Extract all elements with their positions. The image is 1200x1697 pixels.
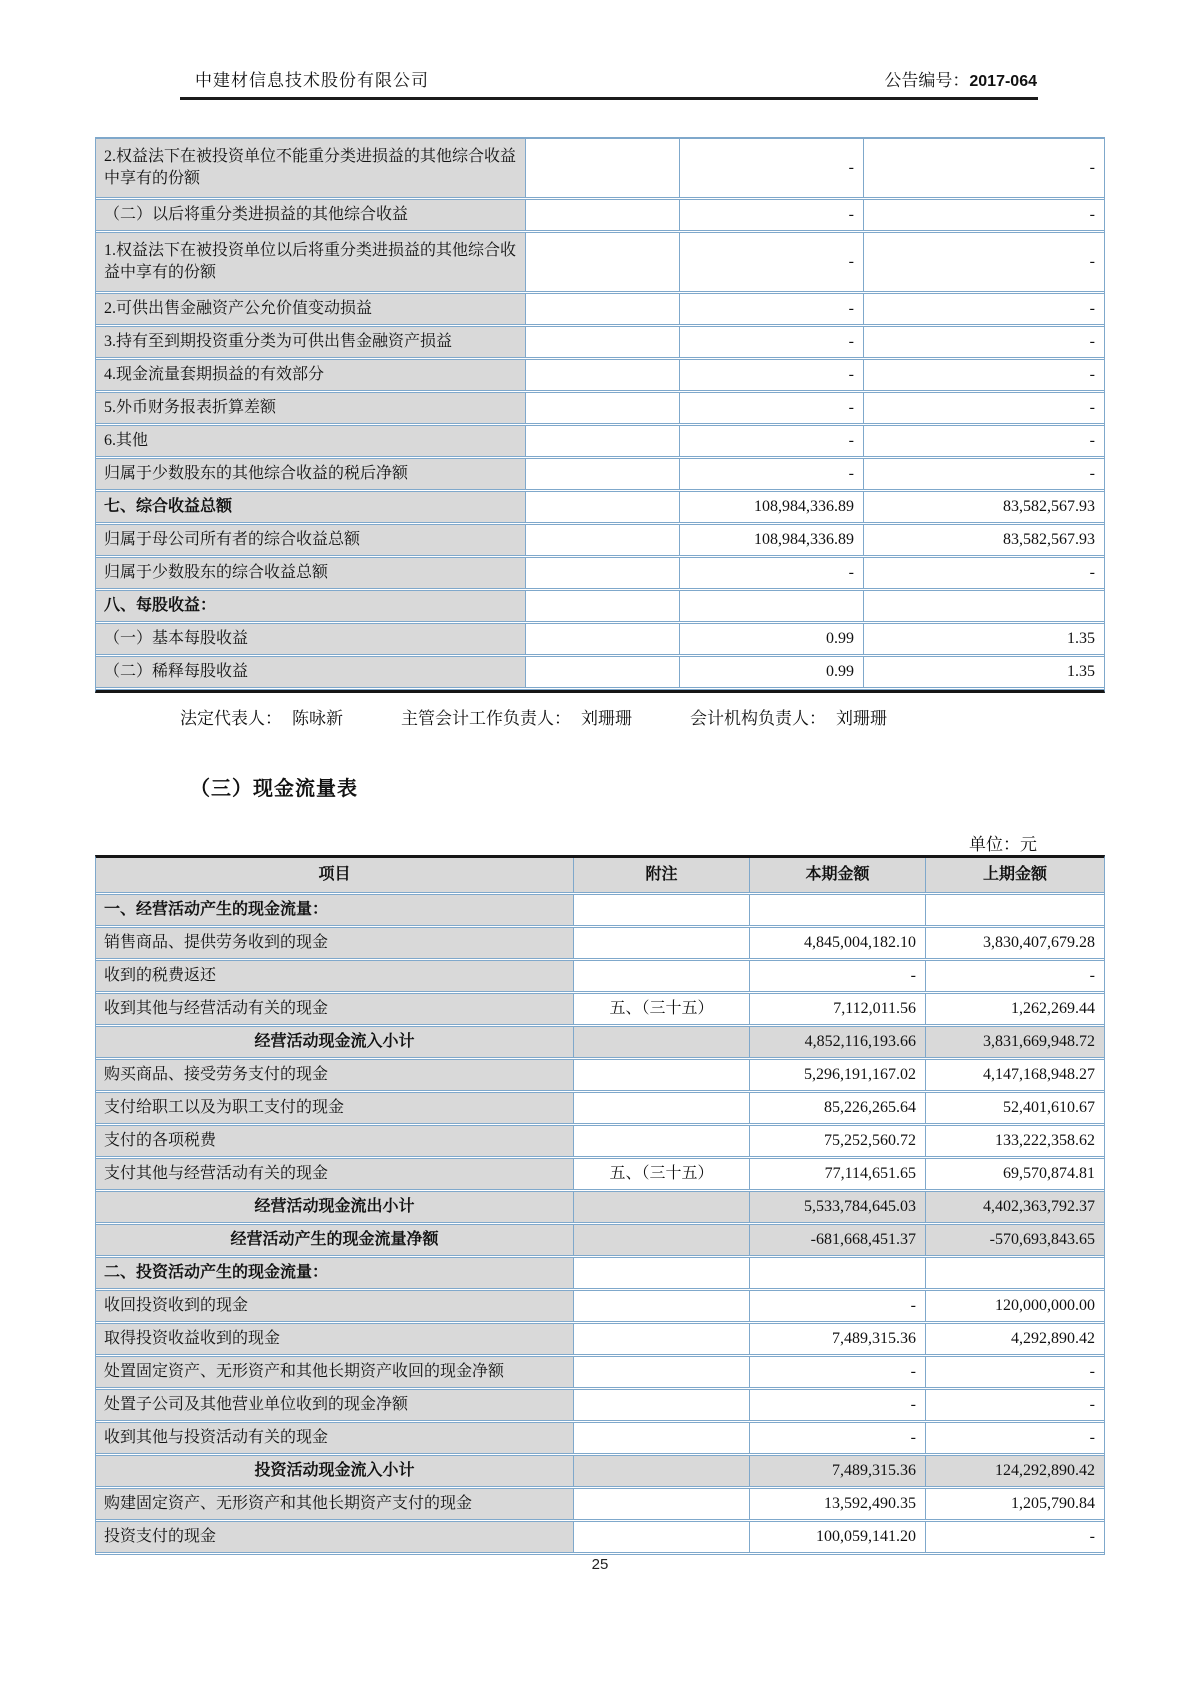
prior-cell bbox=[864, 591, 1104, 621]
current-cell: - bbox=[750, 1291, 926, 1321]
label-cell: 归属于母公司所有者的综合收益总额 bbox=[96, 525, 526, 555]
table-row bbox=[96, 233, 1104, 294]
current-cell: 75,252,560.72 bbox=[750, 1126, 926, 1156]
current-cell: - bbox=[750, 1357, 926, 1387]
table-row bbox=[96, 294, 1104, 327]
prior-cell: - bbox=[1089, 432, 1095, 450]
current-cell: 7,489,315.36 bbox=[750, 1456, 926, 1486]
header-current-cell: 本期金额 bbox=[750, 858, 926, 892]
current-cell bbox=[750, 895, 926, 925]
table-row bbox=[96, 961, 1104, 994]
label-cell: （二）以后将重分类进损益的其他综合收益 bbox=[96, 200, 526, 230]
label-cell: 七、综合收益总额 bbox=[96, 492, 526, 522]
table-row bbox=[96, 1258, 1104, 1291]
current-cell: - bbox=[680, 459, 864, 489]
note-cell bbox=[574, 1357, 750, 1387]
prior-cell: 83,582,567.93 bbox=[1003, 498, 1095, 516]
prior-cell: - bbox=[1089, 1363, 1095, 1381]
label-cell: （二）稀释每股收益 bbox=[96, 657, 526, 687]
current-cell: 85,226,265.64 bbox=[750, 1093, 926, 1123]
note-cell bbox=[526, 426, 680, 456]
prior-cell: - bbox=[1089, 253, 1095, 271]
current-cell: 0.99 bbox=[680, 657, 864, 687]
page-number: 25 bbox=[591, 1556, 609, 1573]
label-cell: 二、投资活动产生的现金流量： bbox=[96, 1258, 574, 1288]
note-cell bbox=[526, 360, 680, 390]
current-cell: 4,852,116,193.66 bbox=[750, 1027, 926, 1057]
table-row bbox=[96, 928, 1104, 961]
label-cell: 投资支付的现金 bbox=[96, 1522, 574, 1552]
note-cell bbox=[574, 1225, 750, 1255]
prior-cell: - bbox=[1089, 159, 1095, 177]
label-cell: 八、每股收益： bbox=[96, 591, 526, 621]
current-cell: 7,112,011.56 bbox=[750, 994, 926, 1024]
current-cell: 77,114,651.65 bbox=[750, 1159, 926, 1189]
prior-cell: 3,830,407,679.28 bbox=[983, 934, 1095, 952]
table-row bbox=[96, 1423, 1104, 1456]
note-cell bbox=[526, 492, 680, 522]
note-cell bbox=[574, 1390, 750, 1420]
table-row bbox=[96, 200, 1104, 233]
chief-accounting-officer bbox=[401, 704, 632, 729]
current-cell: 5,533,784,645.03 bbox=[750, 1192, 926, 1222]
header-item-cell: 项目 bbox=[96, 858, 574, 892]
label-cell: 归属于少数股东的其他综合收益的税后净额 bbox=[96, 459, 526, 489]
label-cell: 收到其他与投资活动有关的现金 bbox=[96, 1423, 574, 1453]
label-cell: 归属于少数股东的综合收益总额 bbox=[96, 558, 526, 588]
current-cell: - bbox=[750, 1423, 926, 1453]
note-cell bbox=[526, 459, 680, 489]
label-cell: 支付其他与经营活动有关的现金 bbox=[96, 1159, 574, 1189]
prior-cell: - bbox=[1089, 465, 1095, 483]
note-cell bbox=[526, 393, 680, 423]
note-cell bbox=[574, 1489, 750, 1519]
label-cell: 5.外币财务报表折算差额 bbox=[96, 393, 526, 423]
legal-representative-label: 法定代表人： bbox=[180, 709, 282, 728]
prior-cell: - bbox=[1089, 366, 1095, 384]
label-cell: 经营活动产生的现金流量净额 bbox=[96, 1225, 574, 1255]
prior-cell: - bbox=[1089, 333, 1095, 351]
label-cell: 2.可供出售金融资产公允价值变动损益 bbox=[96, 294, 526, 324]
label-cell: 处置子公司及其他营业单位收到的现金净额 bbox=[96, 1390, 574, 1420]
prior-cell: 1,205,790.84 bbox=[1011, 1495, 1095, 1513]
company-name: 中建材信息技术股份有限公司 bbox=[195, 71, 429, 90]
prior-cell: 1,262,269.44 bbox=[1011, 1000, 1095, 1018]
prior-cell: 1.35 bbox=[1067, 630, 1095, 648]
table-row bbox=[96, 1324, 1104, 1357]
table-row bbox=[96, 426, 1104, 459]
prior-cell: 124,292,890.42 bbox=[926, 1456, 1104, 1486]
chief-accounting-label: 主管会计工作负责人： bbox=[401, 709, 571, 728]
table-row bbox=[96, 1225, 1104, 1258]
current-cell: - bbox=[680, 200, 864, 230]
note-cell bbox=[526, 525, 680, 555]
current-cell: - bbox=[680, 426, 864, 456]
note-cell bbox=[526, 558, 680, 588]
table-header-row bbox=[96, 858, 1104, 895]
table-row bbox=[96, 558, 1104, 591]
prior-cell: 3,831,669,948.72 bbox=[926, 1027, 1104, 1057]
label-cell: 处置固定资产、无形资产和其他长期资产收回的现金净额 bbox=[96, 1357, 574, 1387]
current-cell: -681,668,451.37 bbox=[750, 1225, 926, 1255]
label-cell: 1.权益法下在被投资单位以后将重分类进损益的其他综合收益中享有的份额 bbox=[96, 233, 526, 291]
table-row bbox=[96, 994, 1104, 1027]
announcement-no: 2017-064 bbox=[969, 73, 1037, 90]
note-cell bbox=[574, 1093, 750, 1123]
note-cell bbox=[574, 1126, 750, 1156]
current-cell: 4,845,004,182.10 bbox=[750, 928, 926, 958]
label-cell: 4.现金流量套期损益的有效部分 bbox=[96, 360, 526, 390]
prior-cell: - bbox=[1089, 564, 1095, 582]
current-cell: - bbox=[680, 139, 864, 197]
header-note-cell: 附注 bbox=[574, 858, 750, 892]
table-row bbox=[96, 525, 1104, 558]
accounting-dept-label: 会计机构负责人： bbox=[690, 709, 826, 728]
note-cell bbox=[574, 928, 750, 958]
accounting-department-head bbox=[690, 704, 887, 729]
note-cell bbox=[574, 1291, 750, 1321]
prior-cell: - bbox=[1089, 1528, 1095, 1546]
note-cell bbox=[574, 895, 750, 925]
note-cell bbox=[574, 1324, 750, 1354]
table-row bbox=[96, 591, 1104, 624]
note-cell bbox=[526, 327, 680, 357]
current-cell: - bbox=[680, 294, 864, 324]
current-cell: - bbox=[680, 233, 864, 291]
current-cell bbox=[750, 1258, 926, 1288]
cash-flow-table bbox=[95, 855, 1105, 1555]
legal-representative bbox=[180, 704, 343, 729]
note-cell bbox=[574, 1522, 750, 1552]
header-divider bbox=[180, 97, 1038, 100]
label-cell: 购建固定资产、无形资产和其他长期资产支付的现金 bbox=[96, 1489, 574, 1519]
table-row bbox=[96, 360, 1104, 393]
label-cell: 收到的税费返还 bbox=[96, 961, 574, 991]
note-cell bbox=[574, 1027, 750, 1057]
label-cell: 支付给职工以及为职工支付的现金 bbox=[96, 1093, 574, 1123]
note-cell: 五、（三十五） bbox=[574, 1159, 750, 1189]
announcement-number bbox=[884, 66, 1037, 91]
current-cell: 108,984,336.89 bbox=[680, 525, 864, 555]
table-row bbox=[96, 1027, 1104, 1060]
table-row bbox=[96, 327, 1104, 360]
prior-cell: 4,402,363,792.37 bbox=[926, 1192, 1104, 1222]
note-cell bbox=[526, 657, 680, 687]
table-row bbox=[96, 1291, 1104, 1324]
comprehensive-income-table bbox=[95, 137, 1105, 693]
label-cell: 2.权益法下在被投资单位不能重分类进损益的其他综合收益中享有的份额 bbox=[96, 139, 526, 197]
table-row bbox=[96, 393, 1104, 426]
chief-accounting-name: 刘珊珊 bbox=[581, 709, 632, 728]
prior-cell: - bbox=[1089, 206, 1095, 224]
prior-cell: 133,222,358.62 bbox=[995, 1132, 1095, 1150]
label-cell: 购买商品、接受劳务支付的现金 bbox=[96, 1060, 574, 1090]
current-cell bbox=[680, 591, 864, 621]
table-row bbox=[96, 1093, 1104, 1126]
current-cell: - bbox=[680, 393, 864, 423]
accounting-dept-name: 刘珊珊 bbox=[836, 709, 887, 728]
label-cell: 经营活动现金流出小计 bbox=[96, 1192, 574, 1222]
announcement-label: 公告编号： bbox=[884, 71, 970, 90]
current-cell: 13,592,490.35 bbox=[750, 1489, 926, 1519]
prior-cell: - bbox=[1089, 399, 1095, 417]
current-cell: - bbox=[750, 961, 926, 991]
table-row bbox=[96, 1060, 1104, 1093]
note-cell bbox=[526, 139, 680, 197]
current-cell: 0.99 bbox=[680, 624, 864, 654]
table-row bbox=[96, 1126, 1104, 1159]
note-cell bbox=[574, 1423, 750, 1453]
table-row bbox=[96, 1159, 1104, 1192]
prior-cell: 52,401,610.67 bbox=[1003, 1099, 1095, 1117]
table-row bbox=[96, 1522, 1104, 1555]
prior-cell: - bbox=[1089, 1396, 1095, 1414]
table-row bbox=[96, 1390, 1104, 1423]
label-cell: 收到其他与经营活动有关的现金 bbox=[96, 994, 574, 1024]
prior-cell: -570,693,843.65 bbox=[926, 1225, 1104, 1255]
prior-cell bbox=[926, 1258, 1104, 1288]
prior-cell: 120,000,000.00 bbox=[995, 1297, 1095, 1315]
current-cell: 100,059,141.20 bbox=[750, 1522, 926, 1552]
label-cell: 6.其他 bbox=[96, 426, 526, 456]
note-cell bbox=[574, 1060, 750, 1090]
note-cell bbox=[574, 961, 750, 991]
table-row bbox=[96, 1489, 1104, 1522]
note-cell bbox=[526, 294, 680, 324]
label-cell: 一、经营活动产生的现金流量： bbox=[96, 895, 574, 925]
note-cell bbox=[574, 1456, 750, 1486]
prior-cell: - bbox=[1089, 1429, 1095, 1447]
table-row bbox=[96, 1192, 1104, 1225]
prior-cell: 4,292,890.42 bbox=[1011, 1330, 1095, 1348]
label-cell: 取得投资收益收到的现金 bbox=[96, 1324, 574, 1354]
label-cell: （一）基本每股收益 bbox=[96, 624, 526, 654]
note-cell: 五、（三十五） bbox=[574, 994, 750, 1024]
note-cell bbox=[526, 591, 680, 621]
current-cell: 108,984,336.89 bbox=[680, 492, 864, 522]
prior-cell: 69,570,874.81 bbox=[1003, 1165, 1095, 1183]
table-row bbox=[96, 492, 1104, 525]
label-cell: 投资活动现金流入小计 bbox=[96, 1456, 574, 1486]
current-cell: - bbox=[680, 327, 864, 357]
note-cell bbox=[574, 1192, 750, 1222]
table-row bbox=[96, 139, 1104, 200]
label-cell: 3.持有至到期投资重分类为可供出售金融资产损益 bbox=[96, 327, 526, 357]
table-row bbox=[96, 657, 1104, 690]
note-cell bbox=[574, 1258, 750, 1288]
current-cell: 7,489,315.36 bbox=[750, 1324, 926, 1354]
table-row bbox=[96, 459, 1104, 492]
label-cell: 销售商品、提供劳务收到的现金 bbox=[96, 928, 574, 958]
table-row bbox=[96, 1357, 1104, 1390]
prior-cell: - bbox=[1089, 300, 1095, 318]
current-cell: - bbox=[680, 360, 864, 390]
note-cell bbox=[526, 233, 680, 291]
note-cell bbox=[526, 200, 680, 230]
label-cell: 收回投资收到的现金 bbox=[96, 1291, 574, 1321]
prior-cell: 83,582,567.93 bbox=[1003, 531, 1095, 549]
label-cell: 经营活动现金流入小计 bbox=[96, 1027, 574, 1057]
current-cell: - bbox=[750, 1390, 926, 1420]
prior-cell: 4,147,168,948.27 bbox=[983, 1066, 1095, 1084]
table-row bbox=[96, 624, 1104, 657]
prior-cell: - bbox=[1089, 967, 1095, 985]
section-title-cash-flow: （三）现金流量表 bbox=[190, 778, 358, 800]
prior-cell: 1.35 bbox=[1067, 663, 1095, 681]
unit-label: 单位：元 bbox=[969, 835, 1037, 854]
header-prior-cell: 上期金额 bbox=[926, 858, 1104, 892]
current-cell: - bbox=[680, 558, 864, 588]
signature-line bbox=[180, 704, 887, 729]
table-row bbox=[96, 895, 1104, 928]
prior-cell bbox=[926, 895, 1104, 925]
label-cell: 支付的各项税费 bbox=[96, 1126, 574, 1156]
current-cell: 5,296,191,167.02 bbox=[750, 1060, 926, 1090]
table-row bbox=[96, 1456, 1104, 1489]
note-cell bbox=[526, 624, 680, 654]
legal-representative-name: 陈咏新 bbox=[292, 709, 343, 728]
